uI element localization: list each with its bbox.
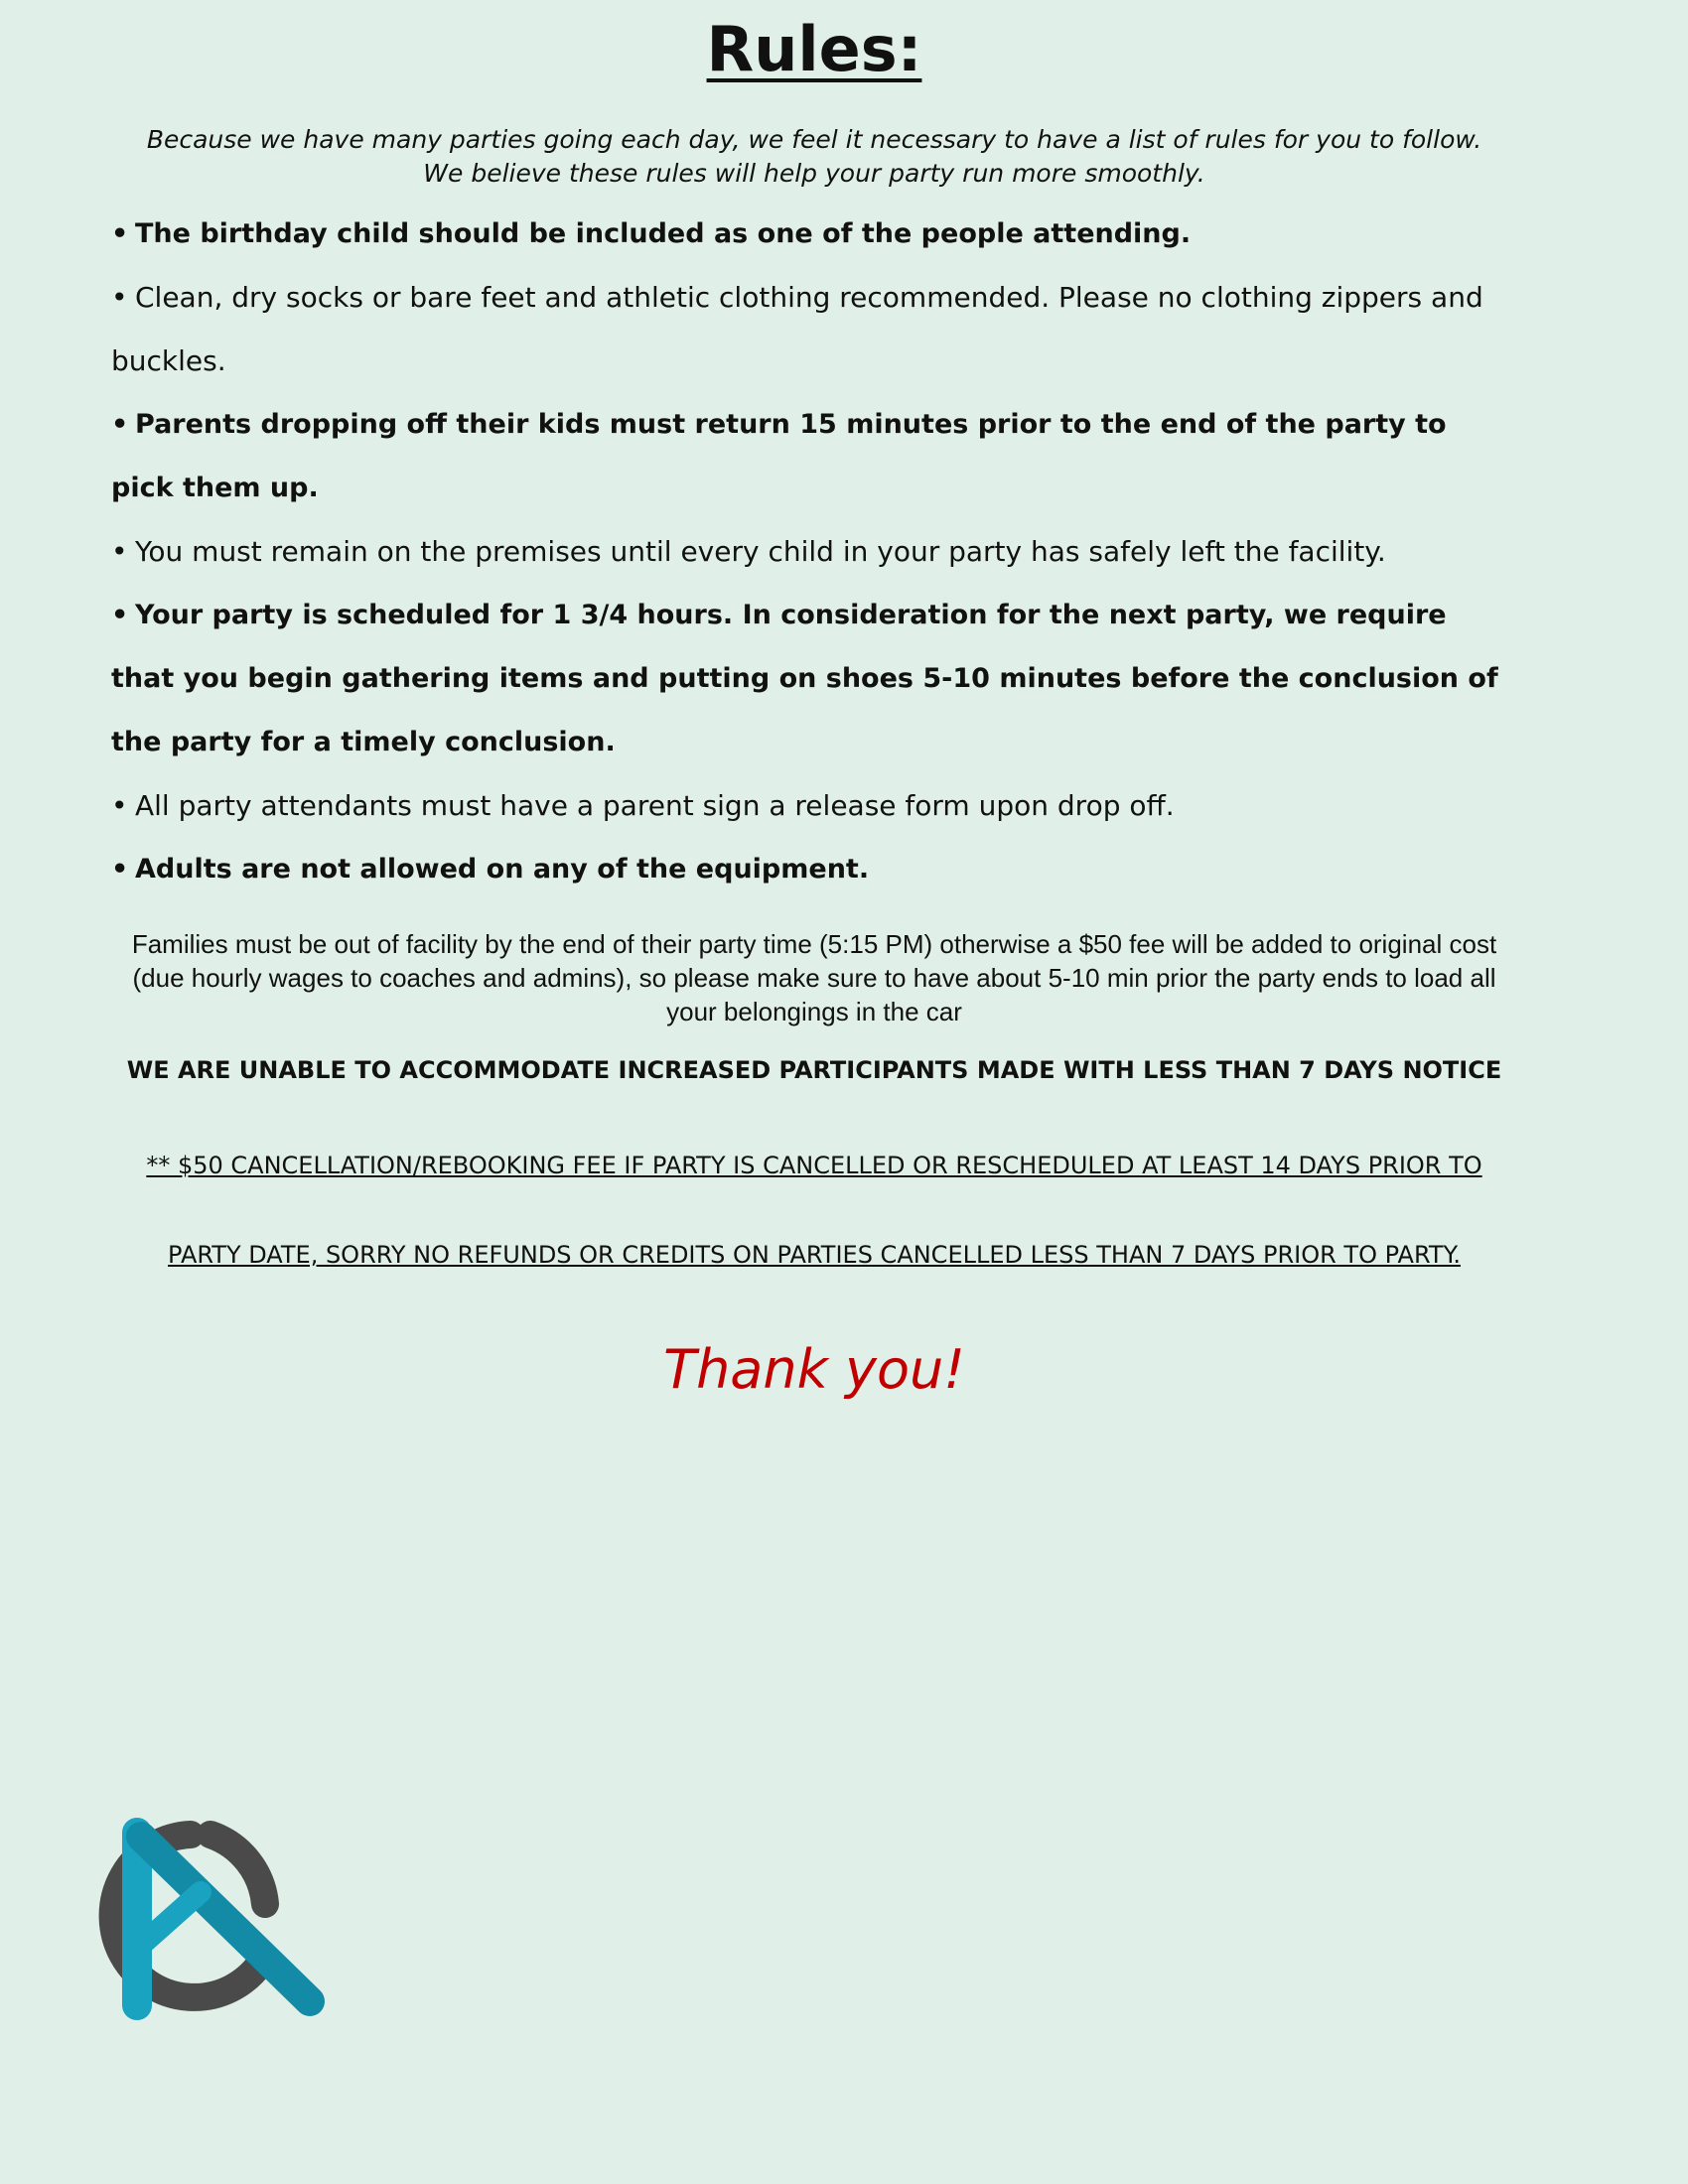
rule-item [111, 584, 1501, 774]
rules-list [111, 203, 1501, 901]
bullet-icon: • [111, 854, 129, 885]
rule-text: You must remain on the premises until every child in your party has safely left the facility. [135, 535, 1386, 568]
rule-text: Adults are not allowed on any of the equipment. [135, 854, 870, 885]
rule-item [111, 774, 1501, 838]
bullet-icon: • [111, 218, 129, 249]
rule-item [111, 520, 1501, 584]
rule-text: All party attendants must have a parent sign a release form upon drop off. [135, 789, 1175, 822]
bullet-icon: • [111, 600, 129, 630]
gymnastics-logo-icon [62, 1815, 330, 2023]
refund-notice: PARTY DATE, SORRY NO REFUNDS OR CREDITS ON PARTIES CANCELLED LESS THAN 7 DAYS PRIOR TO PARTY. [168, 1241, 1461, 1269]
bullet-icon: • [111, 409, 129, 440]
rule-item [111, 266, 1501, 393]
cancellation-notice: ** $50 CANCELLATION/REBOOKING FEE IF PARTY IS CANCELLED OR RESCHEDULED AT LEAST 14 DAYS PRIOR TO [146, 1152, 1482, 1179]
bullet-icon: • [111, 281, 128, 314]
participants-notice: WE ARE UNABLE TO ACCOMMODATE INCREASED PARTICIPANTS MADE WITH LESS THAN 7 DAYS NOTICE [126, 1056, 1502, 1084]
rule-item [111, 393, 1501, 520]
intro-line-2: We believe these rules will help your party run more smoothly. [423, 159, 1205, 188]
rule-text: Clean, dry socks or bare feet and athletic clothing recommended. Please no clothing zippers and buckles. [111, 281, 1483, 377]
bullet-icon: • [111, 535, 128, 568]
families-notice: Families must be out of facility by the end of their party time (5:15 PM) otherwise a $50 fee will be added to original cost (due hourly wages to coaches and admins), so please make sure to have about 5-10 min prior the party ends to load all your belongings in the car [131, 929, 1497, 1026]
rule-item [111, 203, 1501, 266]
intro-text [79, 123, 1549, 191]
page-title: Rules: [706, 13, 922, 85]
rule-text: Parents dropping off their kids must return 15 minutes prior to the end of the party to pick them up. [111, 409, 1447, 503]
rule-text: Your party is scheduled for 1 3/4 hours. In consideration for the next party, we require that you begin gathering items and putting on shoes 5-10 minutes before the conclusion of the party for a timely conclusion. [111, 600, 1498, 757]
bullet-icon: • [111, 789, 128, 822]
thank-you-text: Thank you! [663, 1338, 965, 1401]
rule-item [111, 838, 1501, 901]
intro-line-1: Because we have many parties going each day, we feel it necessary to have a list of rules for you to follow. [146, 125, 1482, 154]
rule-text: The birthday child should be included as one of the people attending. [135, 218, 1192, 249]
